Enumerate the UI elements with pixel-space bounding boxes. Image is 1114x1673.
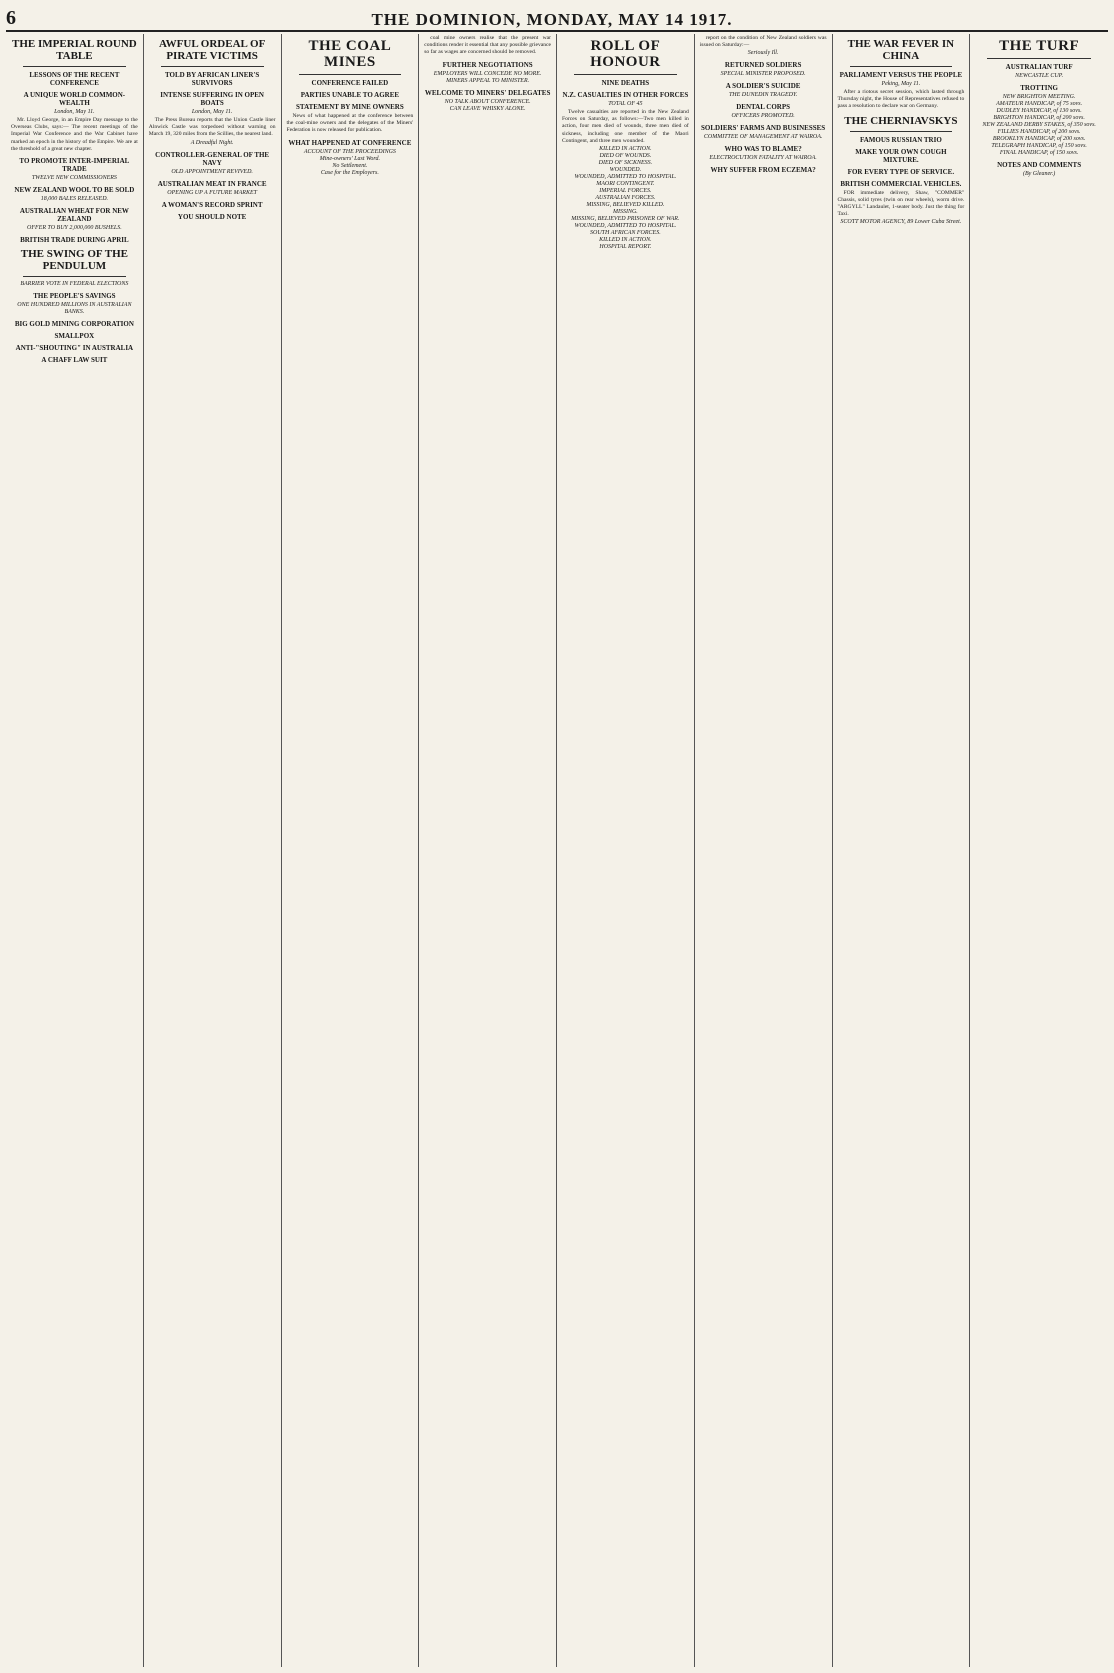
headline: AWFUL ORDEAL OF PIRATE VICTIMS: [158, 38, 266, 62]
page-number: 6: [6, 7, 16, 29]
section-label: OPENING UP A FUTURE MARKET: [167, 189, 257, 196]
headline: THE TURF: [999, 38, 1080, 54]
section-label: WOUNDED, ADMITTED TO HOSPITAL.: [574, 223, 677, 230]
subheadline: FAMOUS RUSSIAN TRIO: [859, 135, 942, 144]
subheadline: BRITISH TRADE DURING APRIL: [20, 236, 129, 245]
section-label: London, May 11.: [54, 109, 95, 115]
section-label: ELECTROCUTION FATALITY AT WAIROA.: [709, 155, 817, 162]
section-label: NEW BRIGHTON MEETING.: [1002, 94, 1076, 100]
section-label: FILLIES HANDICAP, of 200 sovs.: [997, 129, 1081, 135]
subheadline: NINE DEATHS: [601, 79, 650, 87]
section-label: HOSPITAL REPORT.: [599, 244, 652, 251]
subheadline: RETURNED SOLDIERS: [724, 61, 802, 70]
subheadline: MAKE YOUR OWN COUGH MIXTURE.: [855, 147, 947, 164]
subheadline: LESSONS OF THE RECENT CONFERENCE: [29, 71, 120, 87]
subheadline: THE PEOPLE'S SAVINGS: [33, 292, 116, 301]
section-label: MAORI CONTINGENT.: [596, 181, 655, 188]
subheadline: ANTI-"SHOUTING" IN AUSTRALIA: [15, 344, 134, 353]
section-label: NO TALK ABOUT CONFERENCE.: [444, 98, 531, 105]
section-label: No Settlement.: [332, 162, 368, 169]
column-3: [282, 34, 420, 1667]
column-8: [970, 34, 1108, 1667]
subheadline: NOTES AND COMMENTS: [997, 161, 1082, 169]
section-label: OLD APPOINTMENT REVIVED.: [171, 168, 253, 175]
article-text: The Press Bureau reports that the Union Castle liner Alnwick Castle was torpedoed without warning on March 19, 320 miles from the Scillies, the nearest land.: [148, 117, 276, 138]
column-7: [833, 34, 971, 1667]
section-label: WOUNDED, ADMITTED TO HOSPITAL.: [574, 174, 677, 181]
subheadline: WELCOME TO MINERS' DELEGATES: [424, 88, 551, 97]
subheadline: AUSTRALIAN MEAT IN FRANCE: [157, 179, 267, 188]
section-label: Seriously Ill.: [747, 50, 779, 57]
section-label: OFFICERS PROMOTED.: [731, 113, 795, 120]
subheadline: SOLDIERS' FARMS AND BUSINESSES: [701, 124, 826, 133]
headline: ROLL OF HONOUR: [590, 38, 661, 70]
subheadline: TROTTING: [1020, 84, 1058, 92]
section-label: NEWCASTLE CUP.: [1015, 73, 1064, 79]
section-label: MINERS APPEAL TO MINISTER.: [446, 77, 530, 84]
divider: [987, 58, 1091, 59]
subheadline: BRITISH COMMERCIAL VEHICLES.: [840, 179, 962, 188]
subheadline: TO PROMOTE INTER-IMPERIAL TRADE: [19, 157, 130, 174]
divider: [574, 74, 677, 75]
section-label: AMATEUR HANDICAP, of 75 sovs.: [996, 101, 1083, 107]
section-label: NEW ZEALAND DERBY STAKES, of 350 sovs.: [982, 122, 1096, 128]
section-label: IMPERIAL FORCES.: [599, 188, 652, 195]
subheadline: NEW ZEALAND WOOL TO BE SOLD: [14, 186, 135, 195]
section-label: CAN LEAVE WHISKY ALONE.: [449, 105, 526, 112]
subheadline: TOLD BY AFRICAN LINER'S SURVIVORS: [164, 71, 260, 87]
article-text: After a riotous secret session, which lasted through Thursday night, the House of Representatives refused to pass a resolution to declare war on Germany.: [837, 89, 965, 110]
section-label: MISSING, BELIEVED PRISONER OF WAR.: [571, 216, 680, 223]
headline: THE CHERNIAVSKYS: [844, 114, 958, 127]
section-label: Peking, May 11.: [881, 81, 921, 87]
section-label: WOUNDED.: [609, 167, 642, 174]
headline: THE IMPERIAL ROUND TABLE: [12, 38, 137, 62]
newspaper-title: THE DOMINION, MONDAY, MAY 14 1917.: [371, 10, 733, 29]
section-label: BRIGHTON HANDICAP, of 200 sovs.: [993, 115, 1085, 121]
section-label: A Dreadful Night.: [190, 139, 234, 146]
column-5: [557, 34, 695, 1667]
section-label: DIED OF SICKNESS.: [598, 160, 653, 167]
article-text: coal mine owners realise that the present war conditions render it essential that any possible grievance so far as wages are concerned should be removed.: [424, 35, 551, 56]
subheadline: PARLIAMENT VERSUS THE PEOPLE: [839, 71, 963, 79]
section-label: TELEGRAPH HANDICAP, of 150 sovs.: [991, 143, 1087, 149]
subheadline: WHAT HAPPENED AT CONFERENCE: [288, 138, 412, 147]
subheadline: DENTAL CORPS: [736, 103, 790, 112]
divider: [23, 66, 126, 67]
subheadline: CONTROLLER-GENERAL OF THE NAVY: [155, 150, 270, 167]
subheadline: WHO WAS TO BLAME?: [724, 145, 802, 154]
section-label: COMMITTEE OF MANAGEMENT AT WAIROA.: [703, 134, 823, 141]
subheadline: WHY SUFFER FROM ECZEMA?: [710, 166, 816, 175]
section-label: EMPLOYERS WILL CONCEDE NO MORE.: [433, 70, 542, 77]
subheadline: PARTIES UNABLE TO AGREE: [300, 91, 400, 99]
subheadline: A WOMAN'S RECORD SPRINT: [161, 200, 263, 209]
section-label: ACCOUNT OF THE PROCEEDINGS: [303, 148, 396, 155]
article-text: Twelve casualties are reported in the New Zealand Forces on Saturday, as follows:—Two men killed in action, four men died of wounds, three men died of sickness, including one member of the Maori Contingent, and three men wounded.: [562, 109, 689, 144]
section-label: DIED OF WOUNDS.: [599, 153, 652, 160]
article-text: News of what happened at the conference between the coal-mine owners and the delegates of the Miners' Federation is now released for publication.: [286, 113, 414, 134]
subheadline: A SOLDIER'S SUICIDE: [725, 82, 801, 91]
subheadline: INTENSE SUFFERING IN OPEN BOATS: [160, 91, 264, 107]
headline: THE SWING OF THE PENDULUM: [20, 248, 129, 273]
section-label: London, May 11.: [191, 109, 233, 115]
section-label: Case for the Employers.: [320, 169, 379, 176]
subheadline: CONFERENCE FAILED: [311, 79, 389, 87]
subheadline: A UNIQUE WORLD COMMON-WEALTH: [23, 91, 126, 107]
headline: THE WAR FEVER IN CHINA: [847, 38, 955, 62]
section-label: DUDLEY HANDICAP, of 130 sovs.: [996, 108, 1082, 114]
section-label: TWELVE NEW COMMISSIONERS: [31, 175, 117, 182]
section-label: TOTAL OF 45: [608, 101, 643, 107]
subheadline: SMALLPOX: [54, 332, 95, 341]
masthead: [6, 4, 1108, 32]
section-label: ONE HUNDRED MILLIONS IN AUSTRALIAN BANKS.: [17, 302, 132, 316]
subheadline: AUSTRALIAN WHEAT FOR NEW ZEALAND: [19, 207, 129, 224]
section-label: (By Gleaner.): [1022, 171, 1056, 177]
subheadline: STATEMENT BY MINE OWNERS: [296, 103, 404, 111]
section-label: OFFER TO BUY 2,000,000 BUSHELS.: [27, 225, 122, 232]
divider: [850, 66, 953, 67]
divider: [850, 131, 953, 132]
section-label: THE DUNEDIN TRAGEDY.: [728, 92, 798, 99]
section-label: KILLED IN ACTION.: [599, 237, 652, 244]
section-label: MISSING, BELIEVED KILLED.: [586, 202, 665, 209]
subheadline: FOR EVERY TYPE OF SERVICE.: [847, 167, 955, 176]
column-4: [419, 34, 557, 1667]
article-text: Mr. Lloyd George, in an Empire Day message to the Overseas Clubs, says:— The recent meetings of the Imperial War Conference and the War Cabinet have marked an epoch in the history of the Empire. We are at the threshold of a great new chapter.: [11, 117, 138, 152]
column-grid: [6, 34, 1108, 1667]
section-label: MISSING.: [612, 209, 638, 216]
section-label: BROOKLYN HANDICAP, of 200 sovs.: [992, 136, 1086, 142]
article-text: report on the condition of New Zealand soldiers was issued on Saturday:—: [699, 35, 827, 49]
subheadline: YOU SHOULD NOTE: [177, 212, 247, 221]
section-label: 18,000 BALES RELEASED.: [40, 196, 109, 203]
section-label: SCOTT MOTOR AGENCY, 89 Lower Cuba Street.: [840, 219, 962, 226]
subheadline: A CHAFF LAW SUIT: [41, 356, 108, 365]
article-text: FOR immediate delivery, Shaw, "COMMER" Chassis, solid tyres (twin on rear wheels), worm drive. "ARGYLL" Landaulet, 1-seater body. Just the thing for Taxi.: [837, 189, 965, 218]
section-label: KILLED IN ACTION.: [599, 146, 652, 153]
divider: [23, 276, 126, 277]
divider: [299, 74, 402, 75]
section-label: Mine-owners' Last Word.: [319, 155, 381, 162]
section-label: AUSTRALIAN FORCES.: [595, 195, 656, 202]
subheadline: N.Z. CASUALTIES IN OTHER FORCES: [562, 91, 689, 99]
subheadline: BIG GOLD MINING CORPORATION: [14, 320, 134, 329]
section-label: SPECIAL MINISTER PROPOSED.: [720, 71, 806, 78]
column-2: [144, 34, 282, 1667]
section-label: FINAL HANDICAP, of 150 sovs.: [999, 150, 1079, 156]
section-label: BARRIER VOTE IN FEDERAL ELECTIONS: [20, 281, 129, 288]
headline: THE COAL MINES: [308, 38, 392, 70]
section-label: SOUTH AFRICAN FORCES.: [590, 230, 661, 237]
divider: [161, 66, 264, 67]
subheadline: FURTHER NEGOTIATIONS: [442, 60, 533, 69]
column-6: [695, 34, 833, 1667]
subheadline: AUSTRALIAN TURF: [1005, 63, 1073, 71]
column-1: [6, 34, 144, 1667]
